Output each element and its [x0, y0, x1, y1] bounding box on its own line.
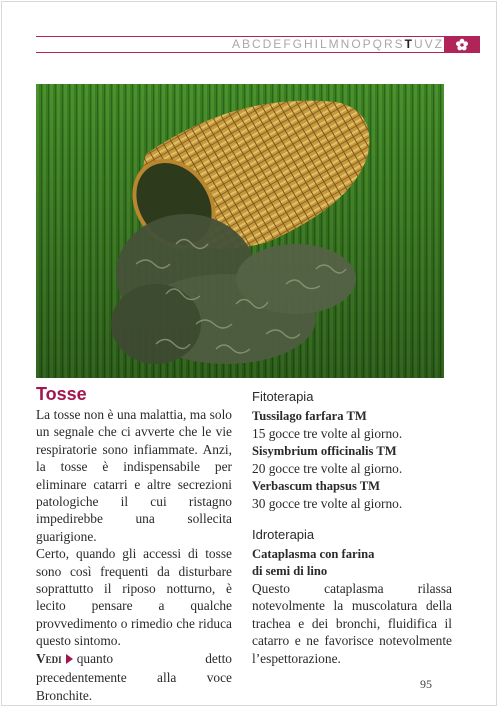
- page-number: 95: [420, 677, 432, 691]
- article-title: Tosse: [36, 384, 87, 404]
- remedy-dose: 15 gocce tre volte al giorno.: [252, 426, 403, 441]
- second-paragraph: Certo, quando gli accessi di tosse sono così frequenti da disturbare soprattutto il riposo notturno, è lecito pensare a qualche provvedimento o rimedio che riduca questo sintomo.: [36, 546, 232, 649]
- remedy-plant: Sisymbrium officinalis TM: [252, 444, 397, 458]
- alphabet-index: [232, 37, 444, 52]
- header-rule-bottom: [36, 52, 444, 53]
- remedy-dose: 20 gocce tre volte al giorno.: [252, 461, 403, 476]
- remedy-dose: 30 gocce tre volte al giorno.: [252, 496, 403, 511]
- tea-basket-photo: [36, 84, 444, 378]
- right-column: [252, 388, 452, 667]
- see-also-text: quanto detto precedentemente alla voce Bronchite.: [36, 650, 232, 703]
- remedy-plant: Tussilago farfara TM: [252, 409, 367, 423]
- arrow-right-icon: [65, 652, 74, 669]
- see-also-label: Vedi: [36, 650, 62, 666]
- alphabet-index-bar: [36, 36, 480, 53]
- see-also-paragraph: [36, 650, 232, 704]
- alphabet-current-letter: T: [404, 37, 414, 51]
- alphabet-letters-before: ABCDEFGHILMNOPQRS: [231, 37, 405, 51]
- left-column: [36, 384, 232, 704]
- flower-icon: [444, 36, 480, 53]
- alphabet-letters-after: UVZ: [414, 37, 444, 51]
- poultice-title-line1: Cataplasma con farina: [252, 547, 375, 561]
- idroterapia-heading: Idroterapia: [252, 527, 315, 542]
- poultice-description: Questo cataplasma rilassa notevolmente la muscolatura della trachea e dei bronchi, fluidifica il catarro e ne favorisce notevolmente l’espettorazione.: [252, 581, 452, 666]
- intro-paragraph: La tosse non è una malattia, ma solo un segnale che ci avverte che le vie respiratorie sono infiammate. Anzi, la tosse è indispensabile per eliminare catarri e altre secrezioni patologiche il cui ristagno impedirebbe una sollecita guarigione.: [36, 407, 232, 544]
- remedy-plant: Verbascum thapsus TM: [252, 479, 381, 493]
- poultice-title-line2: di semi di lino: [252, 564, 328, 578]
- fitoterapia-heading: Fitoterapia: [252, 389, 314, 404]
